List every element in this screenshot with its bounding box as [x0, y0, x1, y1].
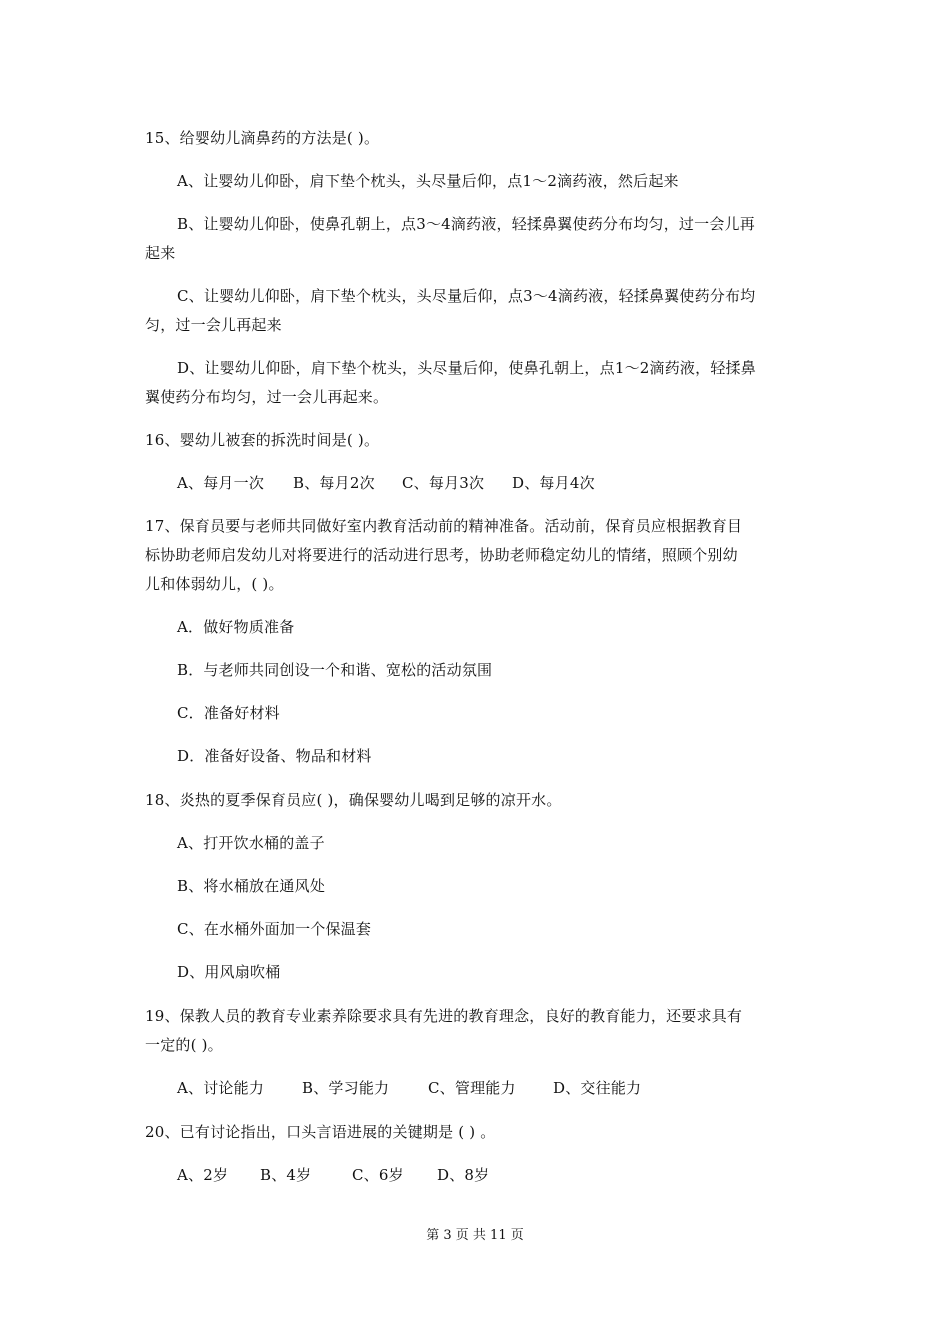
question-15-option-c-line2: 匀，过一会儿再起来 — [145, 316, 282, 334]
question-16-option-c: C、每月3次 — [402, 474, 485, 492]
question-15-option-a: A、让婴幼儿仰卧，肩下垫个枕头，头尽量后仰，点1～2滴药液，然后起来 — [177, 172, 679, 190]
question-19-option-b: B、学习能力 — [302, 1079, 390, 1097]
question-16-option-b: B、每月2次 — [293, 474, 375, 492]
question-15-option-d-line1: D、让婴幼儿仰卧，肩下垫个枕头，头尽量后仰，使鼻孔朝上，点1～2滴药液，轻揉鼻 — [177, 359, 756, 377]
question-15-stem: 15、给婴幼儿滴鼻药的方法是( )。 — [145, 129, 380, 147]
question-20-stem: 20、已有讨论指出，口头言语进展的关键期是 ( ) 。 — [145, 1123, 496, 1141]
question-15-option-b-line1: B、让婴幼儿仰卧，使鼻孔朝上，点3～4滴药液，轻揉鼻翼使药分布均匀，过一会儿再 — [177, 215, 755, 233]
question-18-option-d: D、用风扇吹桶 — [177, 963, 281, 981]
question-16-option-d: D、每月4次 — [512, 474, 595, 492]
question-18-stem: 18、炎热的夏季保育员应( )，确保婴幼儿喝到足够的凉开水。 — [145, 791, 562, 809]
question-17-stem-line3: 儿和体弱幼儿，( )。 — [145, 575, 284, 593]
question-16-stem: 16、婴幼儿被套的拆洗时间是( )。 — [145, 431, 380, 449]
question-15-option-c-line1: C、让婴幼儿仰卧，肩下垫个枕头，头尽量后仰，点3～4滴药液，轻揉鼻翼使药分布均 — [177, 287, 756, 305]
question-15-option-d-line2: 翼使药分布均匀，过一会儿再起来。 — [145, 388, 389, 406]
page-number-footer: 第 3 页 共 11 页 — [426, 1228, 524, 1243]
question-20-option-a: A、2岁 — [177, 1166, 229, 1184]
question-19-option-c: C、管理能力 — [428, 1079, 516, 1097]
question-18-option-b: B、将水桶放在通风处 — [177, 877, 326, 895]
question-20-option-c: C、6岁 — [352, 1166, 404, 1184]
question-20-option-b: B、4岁 — [260, 1166, 312, 1184]
question-17-option-b: B．与老师共同创设一个和谐、宽松的活动氛围 — [177, 661, 493, 679]
question-17-option-a: A．做好物质准备 — [177, 618, 295, 636]
question-17-option-c: C．准备好材料 — [177, 704, 280, 722]
question-19-option-a: A、讨论能力 — [177, 1079, 265, 1097]
question-19-option-d: D、交往能力 — [553, 1079, 642, 1097]
question-16-option-a: A、每月一次 — [177, 474, 265, 492]
question-19-stem-line1: 19、保教人员的教育专业素养除要求具有先进的教育理念，良好的教育能力，还要求具有 — [145, 1007, 743, 1025]
question-15-option-b-line2: 起来 — [145, 244, 176, 262]
question-18-option-a: A、打开饮水桶的盖子 — [177, 834, 325, 852]
question-19-stem-line2: 一定的( )。 — [145, 1036, 223, 1054]
question-18-option-c: C、在水桶外面加一个保温套 — [177, 920, 372, 938]
question-17-stem-line2: 标协助老师启发幼儿对将要进行的活动进行思考，协助老师稳定幼儿的情绪，照顾个别幼 — [145, 546, 738, 564]
question-17-option-d: D．准备好设备、物品和材料 — [177, 747, 372, 765]
question-17-stem-line1: 17、保育员要与老师共同做好室内教育活动前的精神准备。活动前，保育员应根据教育目 — [145, 517, 743, 535]
question-20-option-d: D、8岁 — [437, 1166, 490, 1184]
